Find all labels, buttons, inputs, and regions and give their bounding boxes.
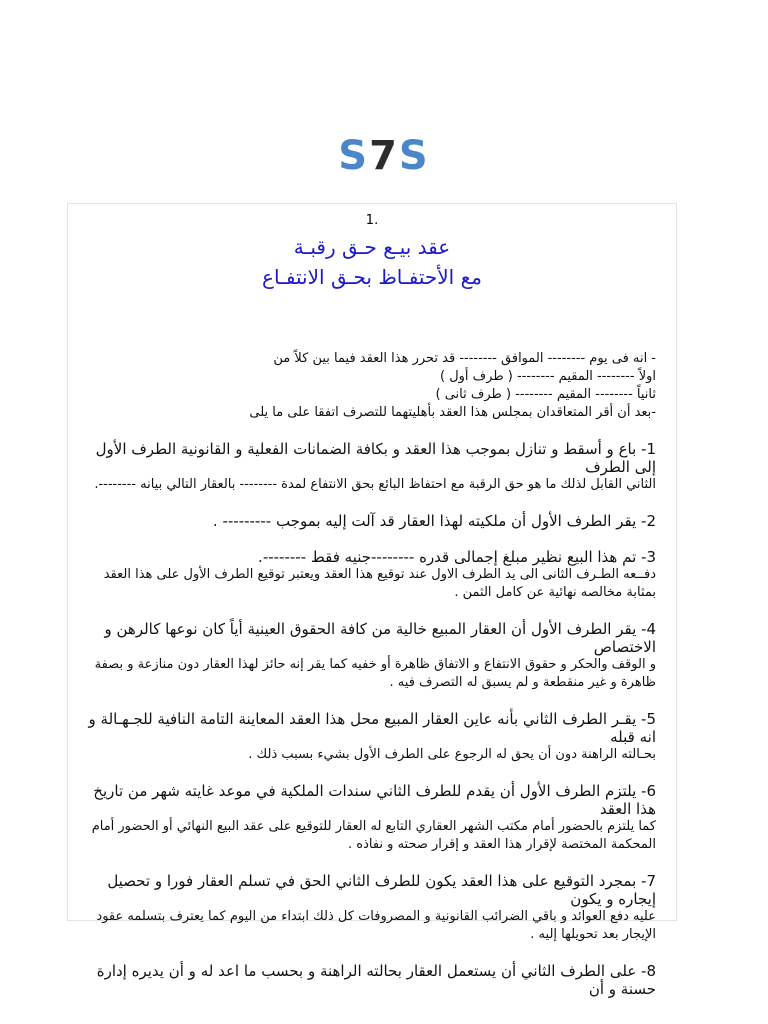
s7s-logo[interactable] <box>0 128 768 184</box>
clause-heading: 7- بمجرد التوقيع على هذا العقد يكون للطرف الثاني الحق في تسلم العقار فورا و تحصيل إيجاره و يكون <box>107 872 656 908</box>
clause-heading: 4- يقر الطرف الأول أن العقار المبيع خالية من كافة الحقوق العينية أياً كان نوعها كالرهن و الاختصاص <box>104 620 656 656</box>
clause-heading: 6- يلتزم الطرف الأول أن يقدم للطرف الثاني سندات الملكية في موعد غايته شهر من تاريخ هذا العقد <box>93 782 656 818</box>
clause-heading: 2- يقر الطرف الأول أن ملكيته لهذا العقار قد آلت إليه بموجب --------- . <box>212 512 656 530</box>
clause-text: الثاني القابل لذلك ما هو حق الرقبة مع احتفاظ البائع بحق الانتفاع لمدة -------- بالعقار التالي بيانه --------. <box>94 477 656 492</box>
clause-8 <box>78 962 666 998</box>
clause-text: عليه دفع العوائد و باقي الضرائب القانونية و المصروفات كل ذلك ابتداء من اليوم كما يعترف بتسلمه عقود الإيجار بعد تحويلها إليه . <box>96 909 656 942</box>
clause-heading: 3- تم هذا البيع نظير مبلغ إجمالى قدره --------جنيه فقط --------. <box>258 548 656 566</box>
document-content <box>68 204 676 998</box>
intro-line: -بعد أن أقر المتعاقدان بمجلس هذا العقد بأهليتهما للتصرف اتفقا على ما يلى <box>249 405 656 420</box>
clause-text: و الوقف والحكر و حقوق الانتفاع و الاتفاق ظاهرة أو خفيه كما يقر إنه حائز لهذا العقار دون منازعة و بصفة ظاهرة و غير منقطعة و لم يسبق له التصرف فيه . <box>94 657 656 690</box>
clause-3 <box>78 548 666 602</box>
clause-6 <box>78 782 666 854</box>
logo-letter-s: S <box>398 133 430 179</box>
contract-intro <box>78 350 666 422</box>
document-viewer[interactable] <box>67 203 677 998</box>
logo-digit-7: 7 <box>369 133 399 179</box>
document-number: 1. <box>365 213 379 228</box>
clause-text: دفــعه الطـرف الثانى الى يد الطرف الاول عند توقيع هذا العقد ويعتبر توقيع الطرف الأول على هذا العقد بمثابة مخالصه نهائية عن كامل الثمن . <box>103 567 656 600</box>
clause-1 <box>78 440 666 494</box>
clause-heading: 1- باع و أسقط و تنازل بموجب هذا العقد و بكافة الضمانات الفعلية و القانونية الطرف الأول إلى الطرف <box>95 440 656 476</box>
document-title-line-2: مع الأحتفـاظ بحـق الانتفـاع <box>262 265 482 289</box>
logo-letter-s: S <box>338 133 370 179</box>
clause-text: بحـالته الراهنة دون أن يحق له الرجوع على الطرف الأول بشيء بسبب ذلك . <box>248 747 656 762</box>
document-title-line-1: عقد بيـع حـق رقبـة <box>293 235 451 259</box>
clause-2 <box>78 512 666 530</box>
clause-heading: 8- على الطرف الثاني أن يستعمل العقار بحالته الراهنة و بحسب ما اعد له و أن يديره إدارة حسنة و أن <box>96 962 656 998</box>
intro-line: ثانياً -------- المقيم -------- ( طرف ثانى ) <box>435 387 656 402</box>
clause-heading: 5- يقـر الطرف الثاني بأنه عاين العقار المبيع محل هذا العقد المعاينة التامة النافية للجـهـالة و انه قبله <box>88 710 656 746</box>
intro-line: اولاً -------- المقيم -------- ( طرف أول ) <box>440 369 656 384</box>
clause-5 <box>78 710 666 764</box>
clause-text: كما يلتزم بالحضور أمام مكتب الشهر العقاري التابع له العقار للتوقيع على عقد البيع النهائي أو الحضور أمام المحكمة المختصة لإقرار هذا العقد و إقرار صحته و نفاذه . <box>91 819 656 852</box>
intro-line: - انه فى يوم -------- الموافق -------- قد تحرر هذا العقد فيما بين كلاً من <box>273 351 656 366</box>
clause-4 <box>78 620 666 692</box>
clause-7 <box>78 872 666 944</box>
